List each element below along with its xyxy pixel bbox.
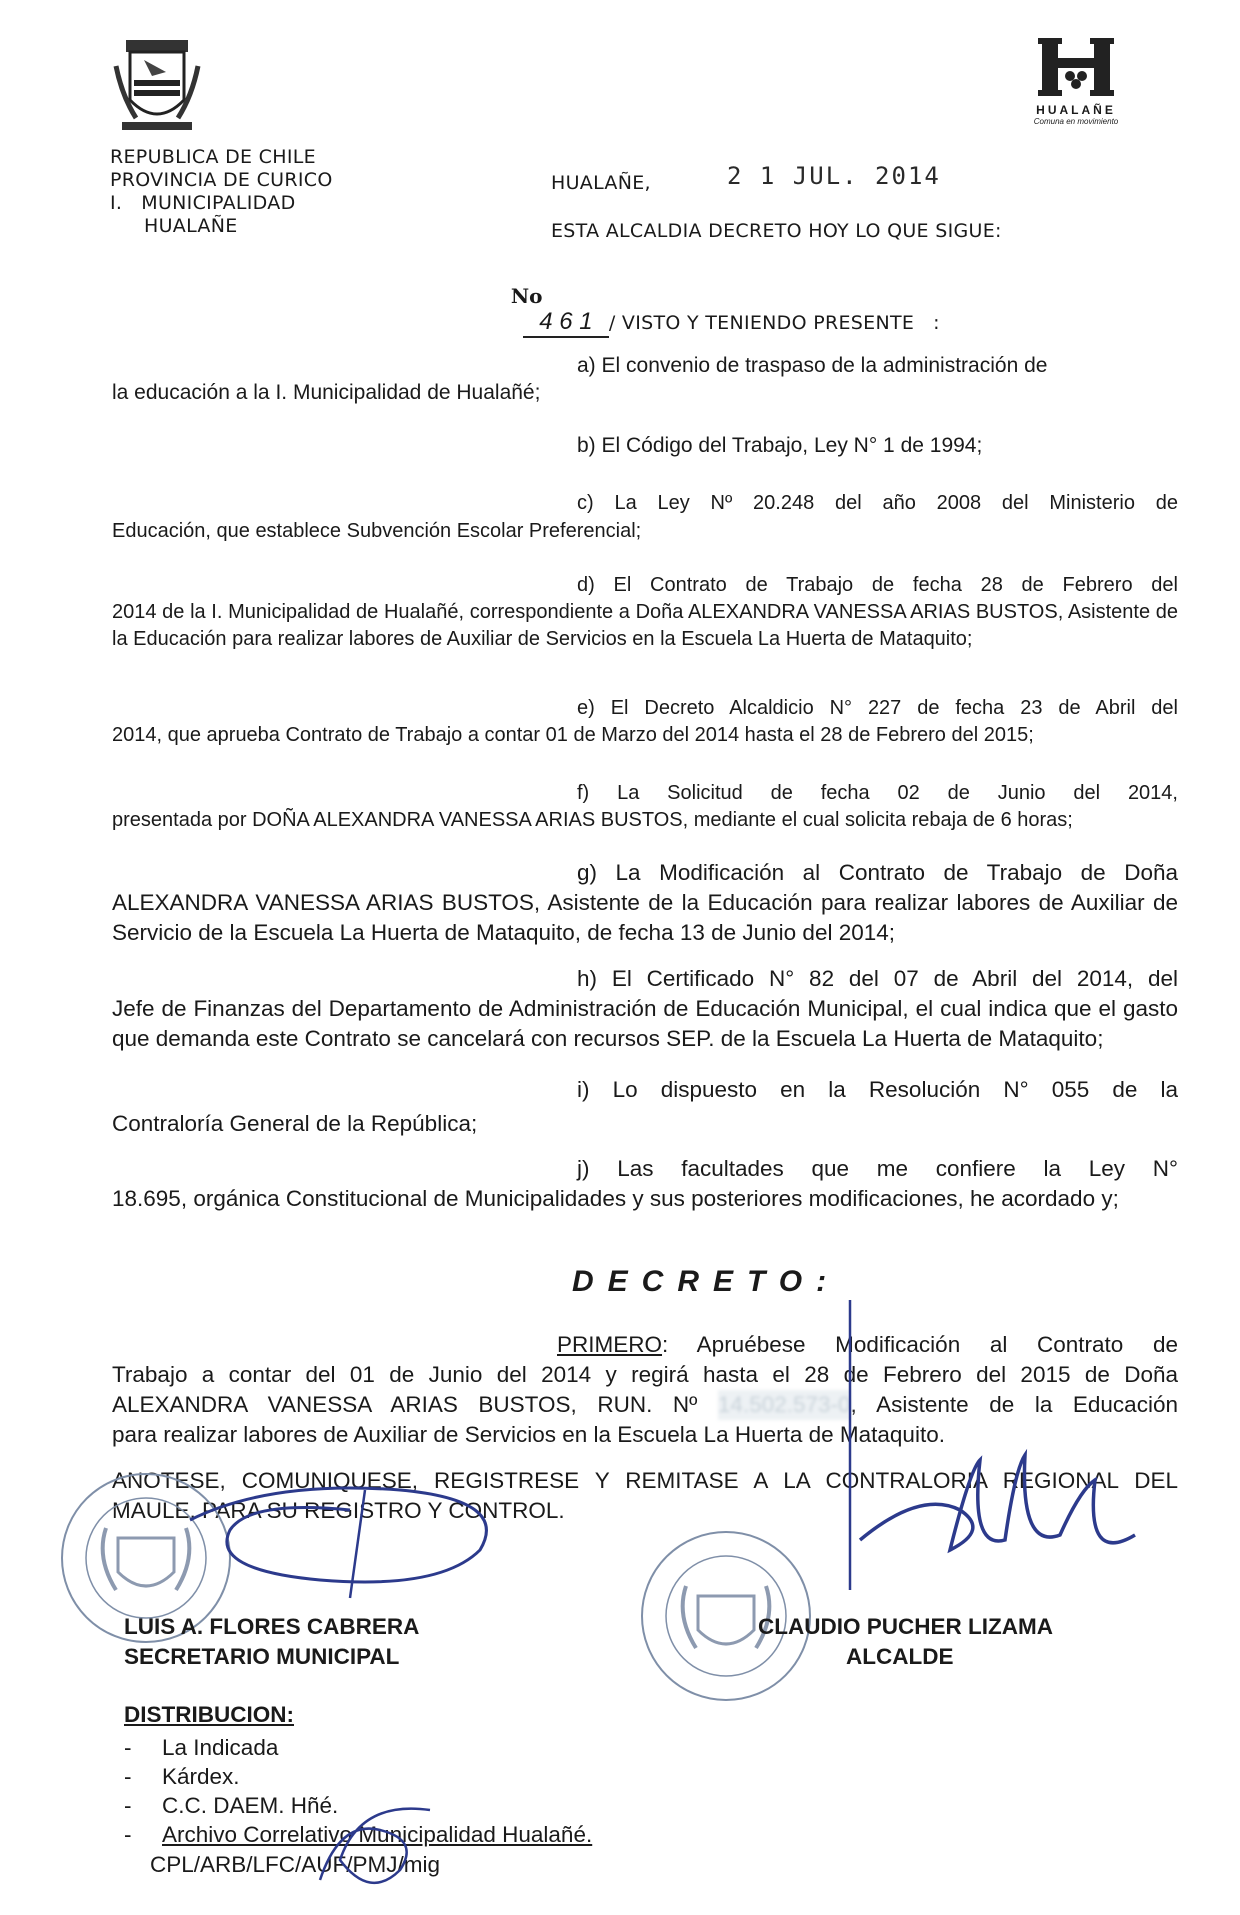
distribution-heading: DISTRIBUCION: [124,1702,294,1727]
signature-mayor [830,1290,1190,1600]
number-prefix: No [510,284,543,308]
province-line: PROVINCIA DE CURICO [110,169,333,191]
municipality-line: I. MUNICIPALIDAD [110,192,296,214]
primero-first-line: PRIMERO: Apruébese Modificación al Contrato de [557,1332,1178,1357]
decreto-title: DECRETO: [572,1265,841,1298]
consideration-f-rest: presentada por DOÑA ALEXANDRA VANESSA ARIAS BUSTOS, mediante el cual solicita rebaja de 6 horas; [112,809,1073,831]
visto-line: / VISTO Y TENIENDO PRESENTE : [608,312,940,334]
consideration-e: e) El Decreto Alcaldicio N° 227 de fecha 23 de Abril del [577,697,1178,719]
decree-number: 4 6 1 [523,308,609,338]
consideration-i: i) Lo dispuesto en la Resolución N° 055 de la [577,1077,1178,1102]
consideration-b: b) El Código del Trabajo, Ley N° 1 de 1994; [577,434,983,457]
intro-line: ESTA ALCALDIA DECRETO HOY LO QUE SIGUE: [551,220,1002,242]
distribution-item: - Kárdex. [124,1762,592,1791]
distribution-item: - C.C. DAEM. Hñé. [124,1791,592,1820]
consideration-h-rest: Jefe de Finanzas del Departamento de Administración de Educación Municipal, el cual indica que el gasto que demanda este Contrato se cancelará con recursos SEP. de la Escuela La Huerta de Mataquito; [112,996,1178,1051]
primero-label: PRIMERO [557,1332,663,1357]
secretary-name: LUIS A. FLORES CABRERA [124,1614,420,1639]
mayor-name: CLAUDIO PUCHER LIZAMA [758,1614,1053,1639]
coat-of-arms [108,36,206,134]
distribution-item: - Archivo Correlativo Municipalidad Hualañé. [124,1820,592,1849]
initials-signature [300,1790,450,1910]
consideration-h: h) El Certificado N° 82 del 07 de Abril del 2014, del [577,966,1178,991]
primero-line-3: ALEXANDRA VANESSA ARIAS BUSTOS, RUN. Nº 14.502.573-0, Asistente de la Educación [112,1390,1178,1420]
hualane-logo [1020,36,1132,127]
consideration-j-rest: 18.695, orgánica Constitucional de Municipalidades y sus posteriores modificaciones, he acordado y; [112,1186,1119,1211]
signature-secretary [150,1460,530,1600]
logo-brand: HUALAÑE [1036,103,1116,117]
consideration-g-rest: ALEXANDRA VANESSA ARIAS BUSTOS, Asistente de la Educación para realizar labores de Auxiliar de Servicio de la Escuela La Huerta de Mataquito, de fecha 13 de Junio del 2014; [112,890,1178,945]
primero-line-4: para realizar labores de Auxiliar de Servicios en la Escuela La Huerta de Mataquito. [112,1422,945,1447]
anotese-clause: ANOTESE, COMUNIQUESE, REGISTRESE Y REMITASE A LA CONTRALORIA REGIONAL DEL MAULE, PARA SU REGISTRO Y CONTROL. [112,1468,1178,1523]
consideration-e-rest: 2014, que aprueba Contrato de Trabajo a contar 01 de Marzo del 2014 hasta el 28 de Febrero del 2015; [112,724,1034,746]
logo-tagline: Comuna en movimiento [1033,117,1119,126]
distribution-item: - La Indicada [124,1733,592,1762]
consideration-i-rest: Contraloría General de la República; [112,1111,478,1136]
consideration-a: a) El convenio de traspaso de la administración de la educación a la I. Municipalidad de Hualañé; [112,354,1048,404]
consideration-f: f) La Solicitud de fecha 02 de Junio del 2014, [577,782,1178,804]
consideration-d: d) El Contrato de Trabajo de fecha 28 de Febrero del [577,574,1178,596]
consideration-c-rest: Educación, que establece Subvención Escolar Preferencial; [112,520,642,542]
primero-line-2: Trabajo a contar del 01 de Junio del 2014 y regirá hasta el 28 de Febrero del 2015 de Doña [112,1362,1178,1387]
consideration-g: g) La Modificación al Contrato de Trabajo de Doña [577,860,1178,885]
town-line: HUALAÑE [144,215,238,237]
date-stamp: 2 1 JUL. 2014 [727,162,941,190]
mayor-title: ALCALDE [846,1644,954,1669]
place-label: HUALAÑE, [551,172,651,194]
consideration-d-rest: 2014 de la I. Municipalidad de Hualañé, correspondiente a Doña ALEXANDRA VANESSA ARIAS BUSTOS, Asistente de la Educación para realizar labores de Auxiliar de Servicios en la Escuela La Huerta de Mataquito; [112,601,1178,650]
initials-line: CPL/ARB/LFC/AUF/PMJ/mig [150,1852,441,1877]
secretary-title: SECRETARIO MUNICIPAL [124,1644,400,1669]
consideration-j: j) Las facultades que me confiere la Ley N° [577,1156,1178,1181]
country-line: REPUBLICA DE CHILE [110,146,316,168]
consideration-c: c) La Ley Nº 20.248 del año 2008 del Ministerio de [577,492,1178,514]
run-number: 14.502.573-0 [718,1390,851,1420]
